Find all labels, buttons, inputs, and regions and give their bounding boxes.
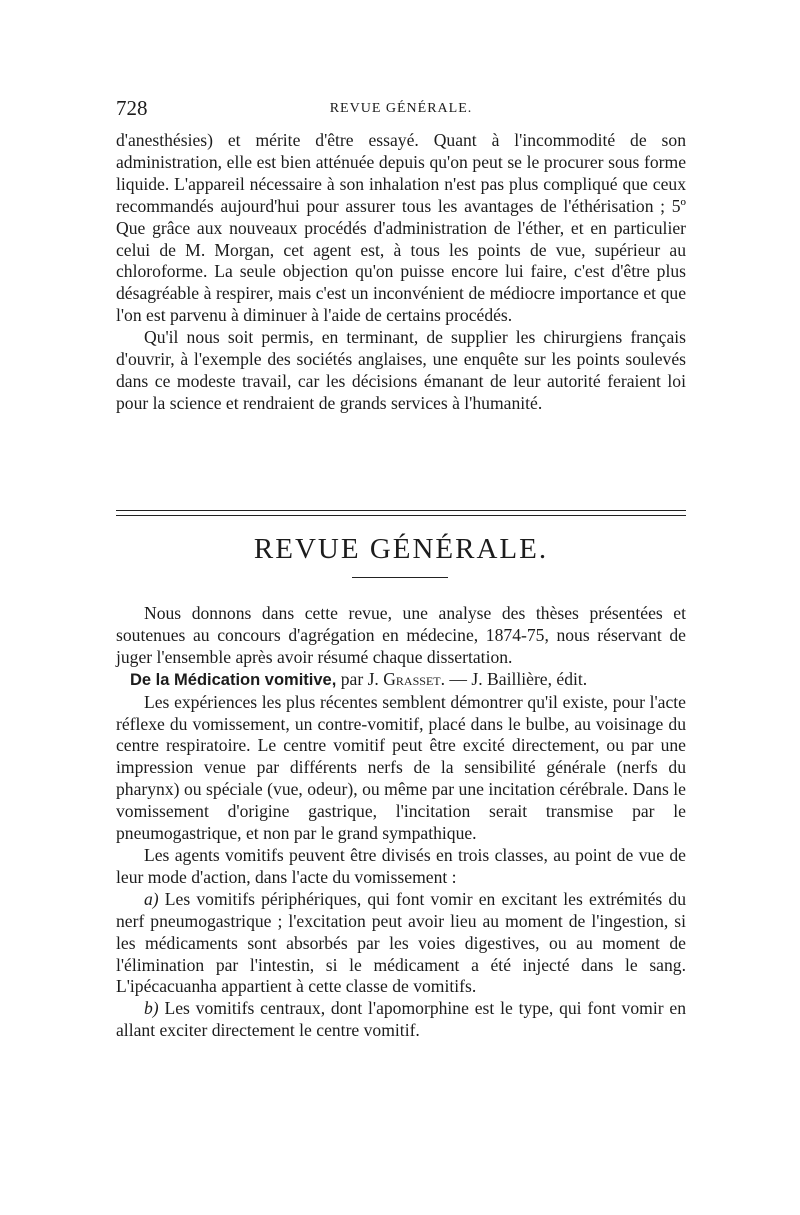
paragraph: Les expériences les plus récentes semblent démontrer qu'il existe, pour l'acte réflexe du vomissement, un contre-vomitif, placé dans le bulbe, au voisinage du centre respiratoire. Le centre vomitif peut être excité directement, ou par une impression venue par différents nerfs de la sensibilité générale (nerfs du pharynx) ou spéciale (vue, odeur), ou même par une incitation cérébrale. Dans le vomissement d'origine gastrique, l'incitation serait transmise par le pneumogastrique, et non par le grand sympathique. bbox=[116, 691, 686, 844]
thesis-reference bbox=[116, 669, 686, 692]
item-letter: a) bbox=[144, 888, 159, 909]
running-head bbox=[116, 96, 686, 126]
list-item-b bbox=[116, 998, 686, 1042]
thesis-title: De la Médication vomitive, bbox=[130, 670, 337, 689]
paragraph: Les agents vomitifs peuvent être divisés en trois classes, au point de vue de leur mode d'action, dans l'acte du vomissement : bbox=[116, 844, 686, 887]
title-underline bbox=[352, 577, 448, 578]
section-body bbox=[116, 603, 686, 1042]
page-number: 728 bbox=[116, 96, 148, 120]
thesis-by: par J. bbox=[336, 668, 384, 689]
intro-paragraph: Nous donnons dans cette revue, une analyse des thèses présentées et soutenues au concours d'agrégation en médecine, 1874-75, nous réservant de juger l'ensemble après avoir résumé chaque dissertation. bbox=[116, 603, 686, 667]
paragraph: Qu'il nous soit permis, en terminant, de supplier les chirurgiens français d'ouvrir, à l'exemple des sociétés anglaises, une enquête sur les points soulevés dans ce modeste travail, car les décisions émanant de leur autorité feraient loi pour la science et rendraient de grands services à l'humanité. bbox=[116, 327, 686, 413]
running-title: REVUE GÉNÉRALE. bbox=[329, 101, 473, 116]
section-divider bbox=[116, 510, 686, 516]
list-item-a bbox=[116, 889, 686, 999]
paragraph: d'anesthésies) et mérite d'être essayé. Quant à l'incommodité de son administration, elle est bien atténuée depuis qu'on peut se le procurer sous forme liquide. L'appareil nécessaire à son inhalation n'est pas plus compliqué que ceux recommandés aujourd'hui pour assurer tous les avantages de l'éthérisation ; 5º Que grâce aux nouveaux procédés d'administration de l'éther, et en particulier celui de M. Morgan, cet agent est, à tous les points de vue, supérieur au chloroforme. La seule objection qu'on puisse encore lui faire, c'est d'être plus désagréable à respirer, mais c'est un inconvénient de médiocre importance et que l'on est parvenu à diminuer à l'aide de certains procédés. bbox=[116, 130, 686, 326]
thesis-author: Grasset bbox=[383, 668, 441, 689]
item-text: Les vomitifs périphériques, qui font vomir en excitant les extrémités du nerf pneumogastrique ; l'excitation peut avoir lieu au moment de l'ingestion, si les médicaments sont absorbés par les voies digestives, ou au moment de l'élimination par l'intestin, si le médicament a été injecté dans le sang. L'ipécacuanha appartient à cette classe de vomitifs. bbox=[116, 888, 686, 997]
section-title: REVUE GÉNÉRALE. bbox=[253, 533, 549, 565]
previous-article-ending bbox=[116, 130, 686, 415]
item-letter: b) bbox=[144, 998, 159, 1019]
item-text: Les vomitifs centraux, dont l'apomorphine est le type, qui font vomir en allant exciter directement le centre vomitif. bbox=[116, 998, 686, 1041]
thesis-publisher: . — J. Baillière, édit. bbox=[440, 668, 588, 689]
